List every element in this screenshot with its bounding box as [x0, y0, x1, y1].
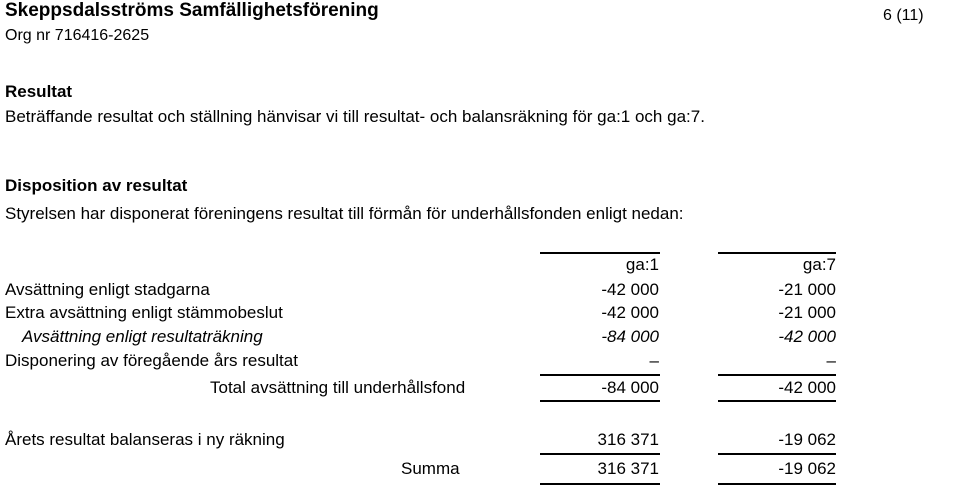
cell-ga7: -42 000 — [778, 378, 836, 397]
cell-ga1: -84 000 — [601, 378, 659, 397]
cell-ga1: -42 000 — [601, 303, 659, 322]
organization-number: Org nr 716416-2625 — [5, 27, 150, 44]
cell-ga7: -21 000 — [778, 280, 836, 299]
cell-ga7: – — [826, 351, 836, 370]
resultat-text: Beträffande resultat och ställning hänvisar vi till resultat- och balansräkning för ga:1 och ga:7. — [5, 107, 705, 126]
row-label: Extra avsättning enligt stämmobeslut — [5, 303, 283, 322]
column-rule-ga1 — [540, 252, 660, 254]
row-label: Avsättning enligt resultaträkning — [22, 327, 263, 346]
cell-ga7: -19 062 — [778, 459, 836, 478]
organization-name: Skeppsdalsströms Samfällighetsförening — [5, 0, 379, 21]
cell-ga1: 316 371 — [597, 430, 659, 449]
summa-underline-ga7 — [718, 483, 836, 485]
cell-ga1: 316 371 — [597, 459, 659, 478]
cell-ga1: -84 000 — [601, 327, 659, 346]
summa-rule-ga1 — [540, 453, 660, 455]
column-header-ga1: ga:1 — [625, 255, 659, 274]
total-rule-ga7 — [718, 374, 836, 376]
row-label: Disponering av föregående års resultat — [5, 351, 298, 370]
total-rule-ga1 — [540, 374, 660, 376]
cell-ga7: -21 000 — [778, 303, 836, 322]
disposition-heading: Disposition av resultat — [5, 176, 188, 195]
column-header-ga7: ga:7 — [802, 255, 836, 274]
cell-ga7: -19 062 — [778, 430, 836, 449]
row-label: Summa — [401, 459, 460, 478]
resultat-heading: Resultat — [5, 82, 73, 101]
row-label: Avsättning enligt stadgarna — [5, 280, 210, 299]
total-underline-ga7 — [718, 400, 836, 402]
row-label: Årets resultat balanseras i ny räkning — [5, 430, 285, 449]
column-rule-ga7 — [718, 252, 836, 254]
summa-underline-ga1 — [540, 483, 660, 485]
cell-ga1: – — [649, 351, 659, 370]
page-number: 6 (11) — [883, 7, 924, 24]
total-underline-ga1 — [540, 400, 660, 402]
disposition-text: Styrelsen har disponerat föreningens resultat till förmån för underhållsfonden enligt nedan: — [5, 204, 684, 223]
cell-ga1: -42 000 — [601, 280, 659, 299]
cell-ga7: -42 000 — [778, 327, 836, 346]
row-label: Total avsättning till underhållsfond — [210, 378, 466, 397]
summa-rule-ga7 — [718, 453, 836, 455]
